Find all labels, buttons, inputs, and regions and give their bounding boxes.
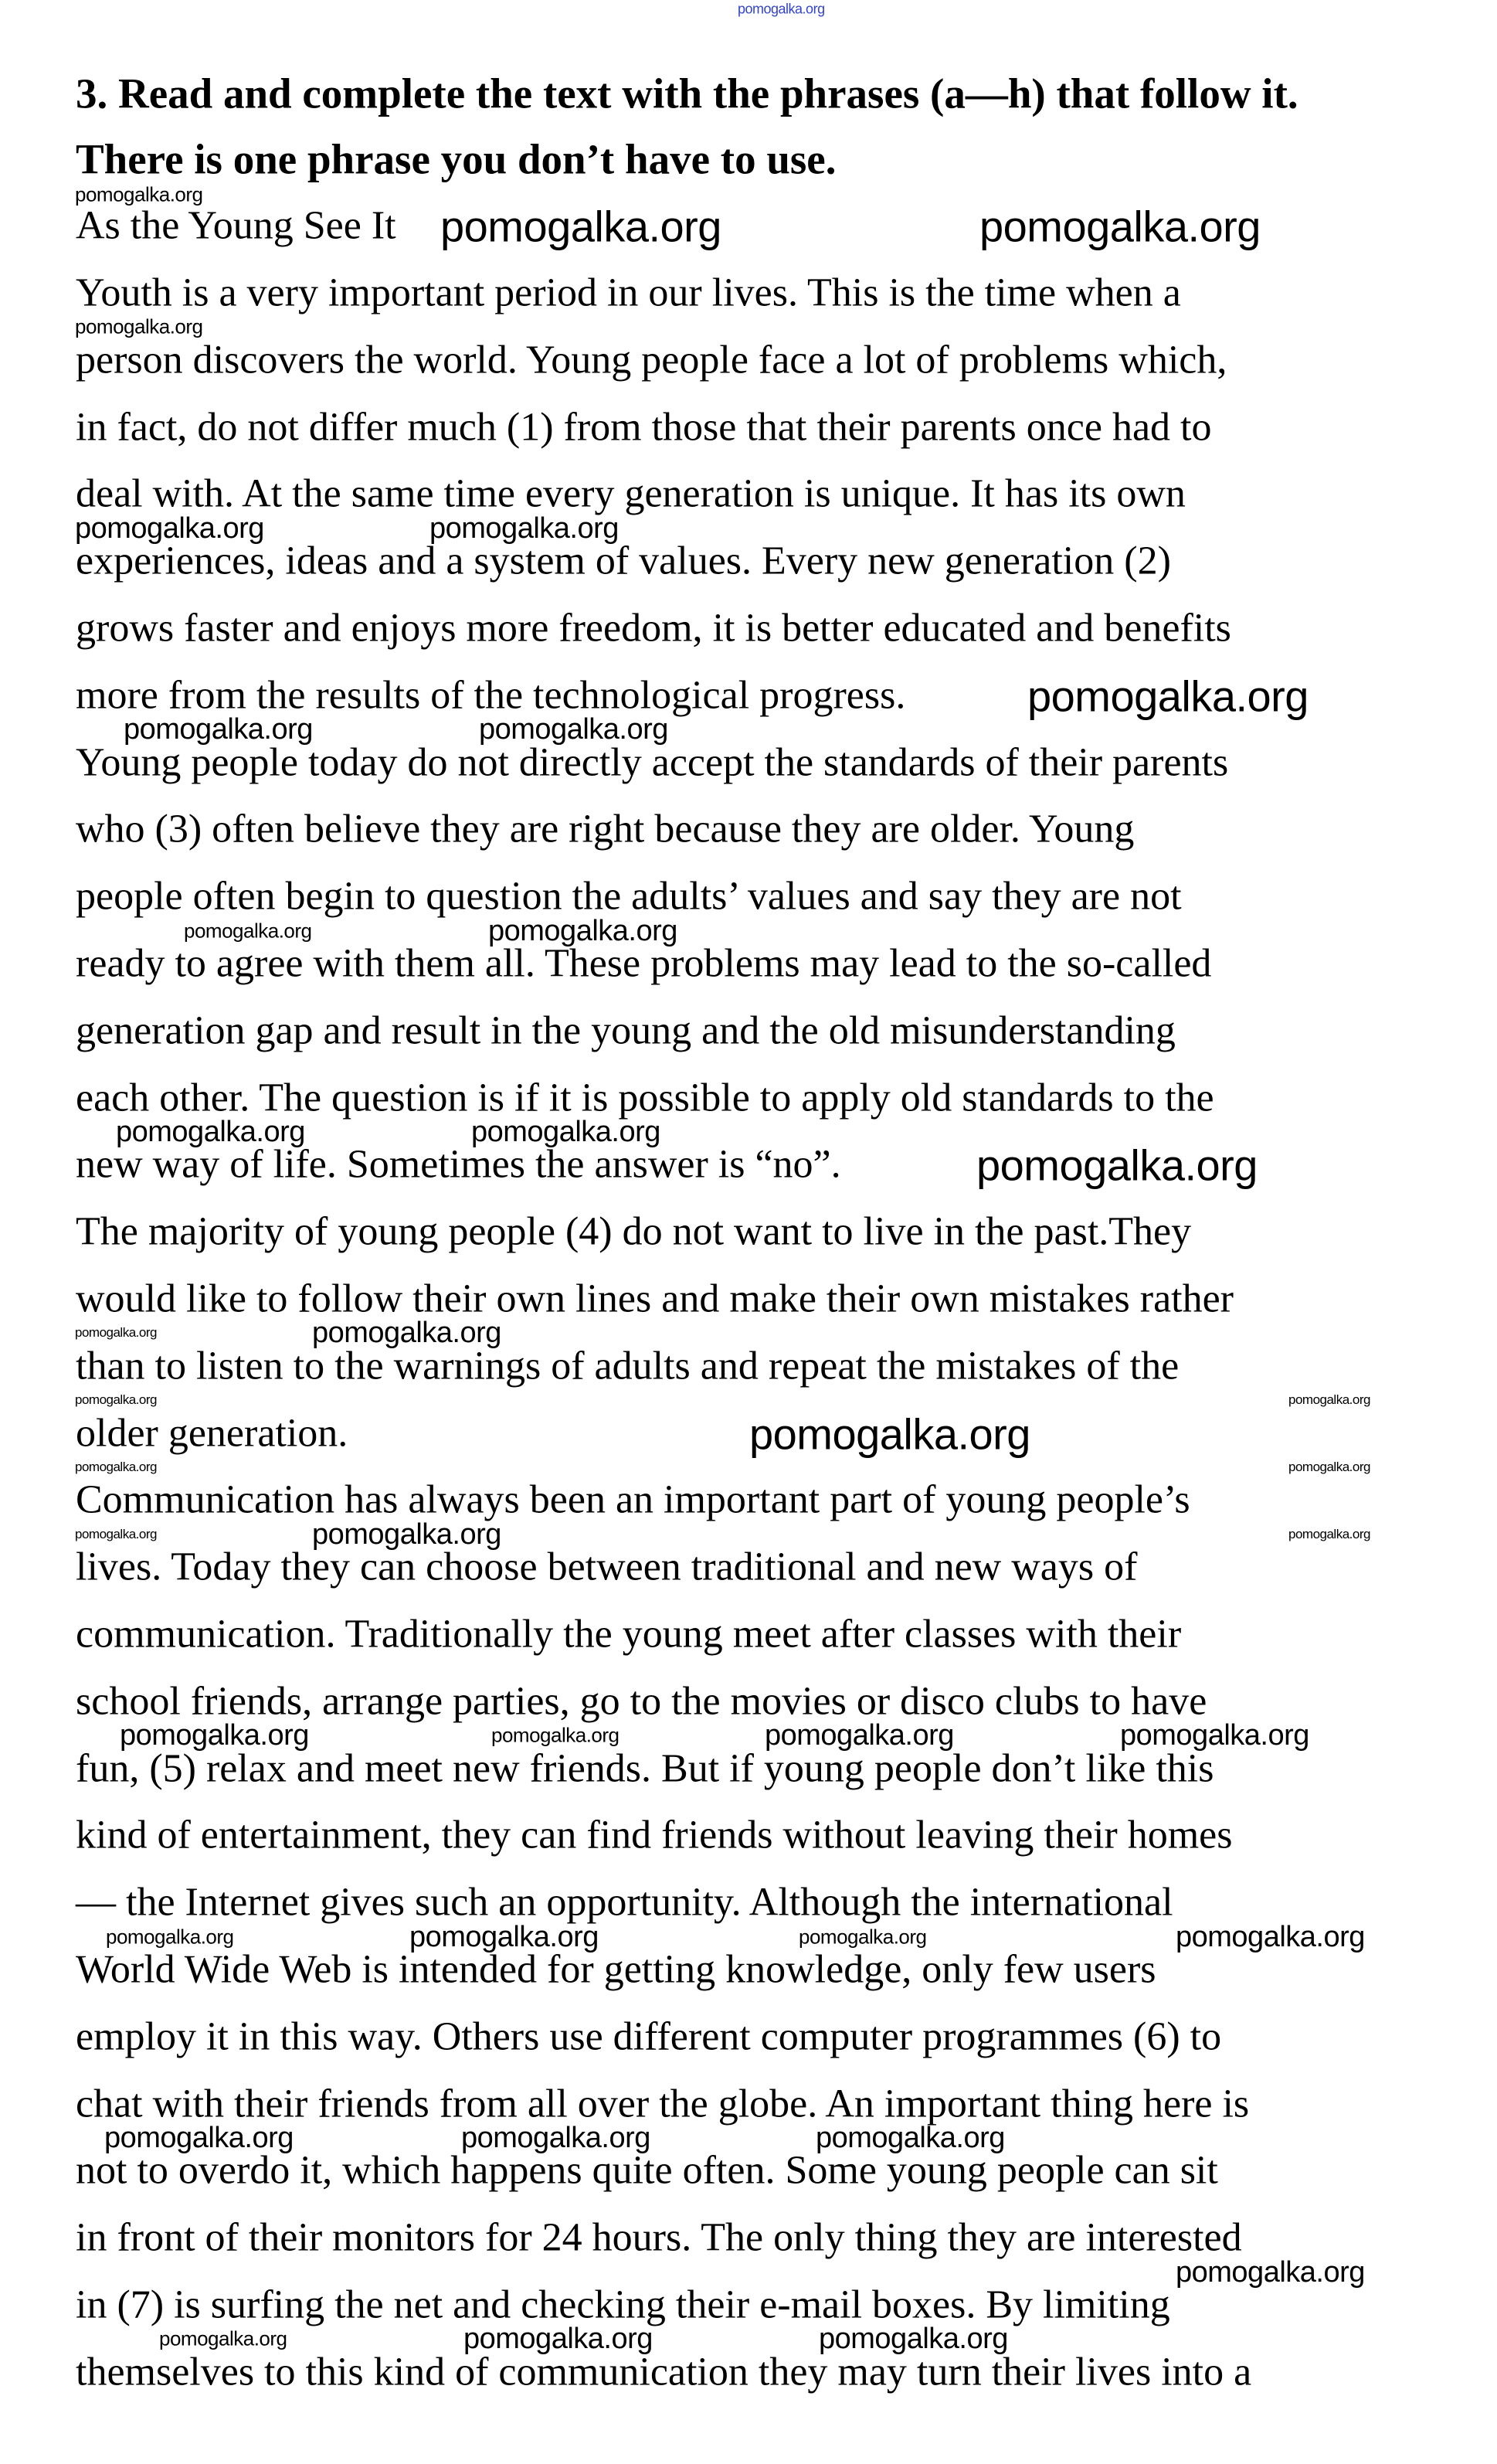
watermark: pomogalka.org [461, 2121, 650, 2154]
watermark: pomogalka.org [75, 1459, 157, 1474]
watermark: pomogalka.org [799, 1925, 927, 1949]
text-line: fun, (5) relax and meet new friends. But if young people don’t like this [76, 1746, 1214, 1791]
text-line: experiences, ideas and a system of values. Every new generation (2) [76, 539, 1171, 583]
text-line: not to overdo it, which happens quite often. Some young people can sit [76, 2148, 1218, 2193]
watermark: pomogalka.org [75, 315, 203, 339]
text-line: would like to follow their own lines and make their own mistakes rather [76, 1276, 1234, 1321]
watermark: pomogalka.org [75, 511, 264, 545]
watermark: pomogalka.org [75, 182, 203, 206]
watermark: pomogalka.org [479, 713, 668, 746]
text-line: themselves to this kind of communication they may turn their lives into a [76, 2350, 1252, 2394]
text-line: employ it in this way. Others use different computer programmes (6) to [76, 2014, 1222, 2059]
text-line: communication. Traditionally the young meet after classes with their [76, 1612, 1182, 1657]
text-line: people often begin to question the adults’ values and say they are not [76, 874, 1182, 919]
text-line: school friends, arrange parties, go to the movies or disco clubs to have [76, 1679, 1207, 1724]
watermark: pomogalka.org [749, 1409, 1030, 1458]
watermark: pomogalka.org [765, 1719, 954, 1752]
watermark: pomogalka.org [120, 1719, 309, 1752]
text-line: older generation. [76, 1411, 348, 1456]
watermark: pomogalka.org [463, 2323, 653, 2356]
task-title-line-2: There is one phrase you don’t have to use. [76, 135, 837, 183]
watermark: pomogalka.org [106, 1925, 234, 1949]
text-line: Communication has always been an important part of young people’s [76, 1477, 1190, 1522]
text-line: more from the results of the technological progress. [76, 673, 906, 718]
watermark: pomogalka.org [488, 914, 677, 947]
text-line: The majority of young people (4) do not want to live in the past.They [76, 1209, 1192, 1254]
task-title-line-1: 3. Read and complete the text with the phrases (a—h) that follow it. [76, 70, 1298, 117]
watermark: pomogalka.org [75, 1392, 157, 1408]
watermark: pomogalka.org [312, 1317, 501, 1350]
text-line: in fact, do not differ much (1) from those that their parents once had to [76, 405, 1212, 450]
watermark: pomogalka.org [738, 1, 825, 17]
watermark: pomogalka.org [1176, 2255, 1365, 2289]
text-line: World Wide Web is intended for getting knowledge, only few users [76, 1947, 1156, 1992]
text-line: grows faster and enjoys more freedom, it is better educated and benefits [76, 606, 1231, 651]
watermark: pomogalka.org [75, 1526, 157, 1541]
watermark: pomogalka.org [159, 2327, 287, 2351]
text-line: in (7) is surfing the net and checking their e-mail boxes. By limiting [76, 2282, 1170, 2327]
text-line: chat with their friends from all over the globe. An important thing here is [76, 2082, 1250, 2126]
text-line: kind of entertainment, they can find friends without leaving their homes [76, 1813, 1233, 1857]
watermark: pomogalka.org [312, 1517, 501, 1551]
watermark: pomogalka.org [1176, 1920, 1365, 1953]
text-line: — the Internet gives such an opportunity. Although the international [76, 1880, 1173, 1925]
text-line: new way of life. Sometimes the answer is “no”. [76, 1142, 841, 1187]
watermark: pomogalka.org [816, 2121, 1005, 2154]
watermark: pomogalka.org [184, 919, 312, 943]
watermark: pomogalka.org [491, 1723, 620, 1747]
watermark: pomogalka.org [116, 1115, 305, 1148]
watermark: pomogalka.org [440, 202, 721, 251]
watermark: pomogalka.org [124, 713, 313, 746]
watermark: pomogalka.org [409, 1920, 599, 1953]
watermark: pomogalka.org [429, 511, 619, 545]
text-line: who (3) often believe they are right because they are older. Young [76, 807, 1135, 851]
text-line: lives. Today they can choose between traditional and new ways of [76, 1545, 1138, 1589]
text-line: ready to agree with them all. These problems may lead to the so-called [76, 941, 1212, 986]
text-line: deal with. At the same time every generation is unique. It has its own [76, 471, 1186, 516]
watermark: pomogalka.org [979, 202, 1261, 251]
text-line: than to listen to the warnings of adults and repeat the mistakes of the [76, 1344, 1180, 1388]
watermark: pomogalka.org [1288, 1526, 1370, 1541]
watermark: pomogalka.org [1288, 1459, 1370, 1474]
text-line: person discovers the world. Young people face a lot of problems which, [76, 338, 1227, 382]
watermark: pomogalka.org [75, 1325, 157, 1341]
text-line: Young people today do not directly accept the standards of their parents [76, 740, 1229, 785]
text-line: generation gap and result in the young and the old misunderstanding [76, 1008, 1176, 1053]
watermark: pomogalka.org [1120, 1719, 1309, 1752]
watermark: pomogalka.org [819, 2323, 1008, 2356]
text-line: in front of their monitors for 24 hours. The only thing they are interested [76, 2215, 1242, 2260]
watermark: pomogalka.org [1027, 671, 1309, 721]
watermark: pomogalka.org [104, 2121, 294, 2154]
text-heading: As the Young See It [76, 203, 396, 248]
text-line: Youth is a very important period in our lives. This is the time when a [76, 270, 1181, 315]
watermark: pomogalka.org [1288, 1392, 1370, 1408]
watermark: pomogalka.org [976, 1140, 1258, 1190]
text-line: each other. The question is if it is possible to apply old standards to the [76, 1076, 1214, 1120]
watermark: pomogalka.org [471, 1115, 660, 1148]
